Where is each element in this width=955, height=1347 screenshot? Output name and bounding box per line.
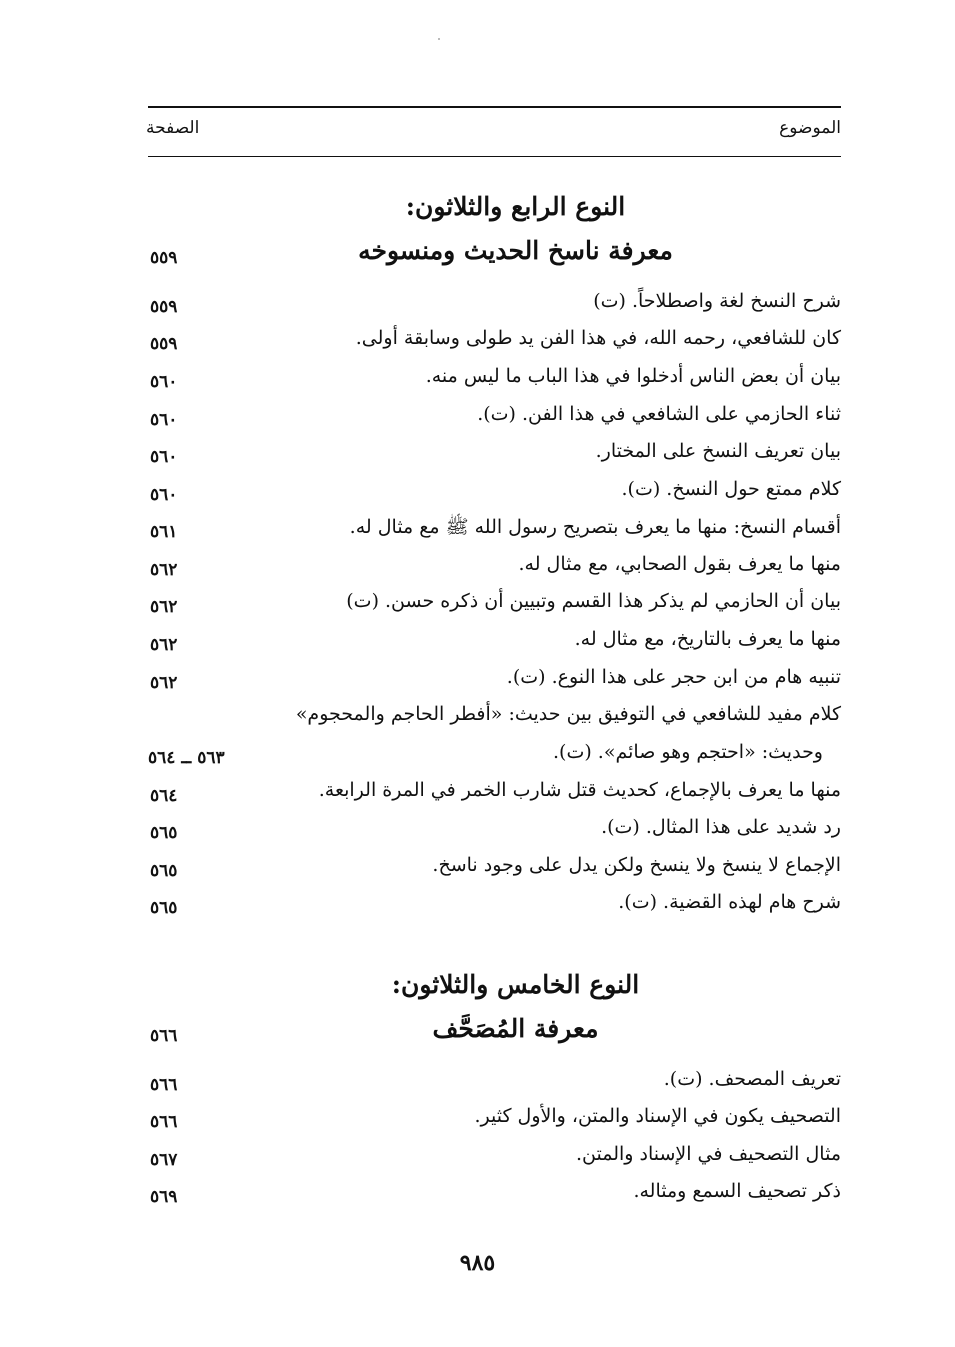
entry-text: شرح النسخ لغة واصطلاحاً. (ت): [593, 290, 841, 312]
entry-page: ٥٦٠: [150, 447, 178, 467]
entry-page: ٥٦٠: [150, 410, 178, 430]
entry-page: ٥٦٦: [150, 1112, 178, 1132]
entry-text: التصحيف يكون في الإسناد والمتن، والأول كثير.: [474, 1105, 841, 1127]
entry-page: ٥٦٢: [150, 673, 178, 693]
entry-text: ثناء الحازمي على الشافعي في هذا الفن. (ت).: [477, 403, 841, 425]
entry-page: ٥٦٦: [150, 1075, 178, 1095]
entry-text: بيان أن الحازمي لم يذكر هذا القسم وتبيين أن ذكره حسن. (ت): [346, 590, 841, 612]
entry-text: الإجماع لا ينسخ ولا ينسخ ولكن يدل على وجود ناسخ.: [432, 854, 841, 876]
entry-text: منها ما يعرف بالإجماع، كحديث قتل شارب الخمر في المرة الرابعة.: [318, 779, 841, 801]
scan-speck: [438, 38, 440, 40]
entry-text: ذكر تصحيف السمع ومثاله.: [633, 1180, 841, 1202]
entry-page: ٥٦١: [150, 522, 178, 542]
page-column-label: الصفحة: [146, 118, 200, 138]
entry-page: ٥٦٢: [150, 597, 178, 617]
entry-text: كلام مفيد للشافعي في التوفيق بين حديث: «أفطر الحاجم والمحجوم»: [295, 703, 841, 725]
header-top-rule: [148, 106, 841, 108]
entry-page: ٥٦٥: [150, 898, 178, 918]
entry-page-range: ٥٦٣ ــ ٥٦٤: [148, 748, 225, 768]
section-35-subtitle-page: ٥٦٦: [150, 1026, 178, 1046]
entry-text: تعريف المصحف. (ت).: [663, 1068, 841, 1090]
entry-page: ٥٦٤: [150, 786, 178, 806]
section-35-subtitle: معرفة المُصَحَّف: [432, 1014, 599, 1043]
entry-text: منها ما يعرف بالتاريخ، مع مثال له.: [574, 628, 841, 650]
entry-page: ٥٦٠: [150, 485, 178, 505]
topic-column-label: الموضوع: [779, 118, 841, 138]
entry-continuation: وحديث: «احتجم وهو صائم». (ت).: [553, 741, 823, 763]
entry-text: رد شديد على هذا المثال. (ت).: [601, 816, 841, 838]
entry-text: أقسام النسخ: منها ما يعرف بتصريح رسول الله ﷺ مع مثال له.: [349, 516, 841, 538]
entry-page: ٥٦٢: [150, 560, 178, 580]
entry-page: ٥٥٩: [150, 297, 178, 317]
entry-text: شرح هام لهذه القضية. (ت).: [618, 891, 841, 913]
entry-page: ٥٦٢: [150, 635, 178, 655]
entry-text: كان للشافعي، رحمه الله، في هذا الفن يد طولى وسابقة أولى.: [355, 327, 841, 349]
entry-text: كلام ممتع حول النسخ. (ت).: [621, 478, 841, 500]
section-34-subtitle-page: ٥٥٩: [150, 248, 178, 268]
entry-text: منها ما يعرف بقول الصحابي، مع مثال له.: [518, 553, 841, 575]
section-34-title: النوع الرابع والثلاثون:: [405, 192, 626, 221]
section-35-title: النوع الخامس والثلاثون:: [391, 970, 640, 999]
entry-page: ٥٦٩: [150, 1187, 178, 1207]
entry-text: بيان أن بعض الناس أدخلوا في هذا الباب ما ليس منه.: [425, 365, 841, 387]
entry-text: مثال التصحيف في الإسناد والمتن.: [575, 1143, 841, 1165]
header-bottom-rule: [148, 156, 841, 157]
entry-text: بيان تعريف النسخ على المختار.: [595, 440, 841, 462]
entry-page: ٥٦٥: [150, 823, 178, 843]
entry-text: تنبيه هام من ابن حجر على هذا النوع. (ت).: [506, 666, 841, 688]
entry-page: ٥٥٩: [150, 334, 178, 354]
entry-page: ٥٦٠: [150, 372, 178, 392]
entry-page: ٥٦٧: [150, 1150, 178, 1170]
section-34-subtitle: معرفة ناسخ الحديث ومنسوخه: [358, 236, 673, 265]
page-number: ٩٨٥: [459, 1250, 496, 1276]
entry-page: ٥٦٥: [150, 861, 178, 881]
